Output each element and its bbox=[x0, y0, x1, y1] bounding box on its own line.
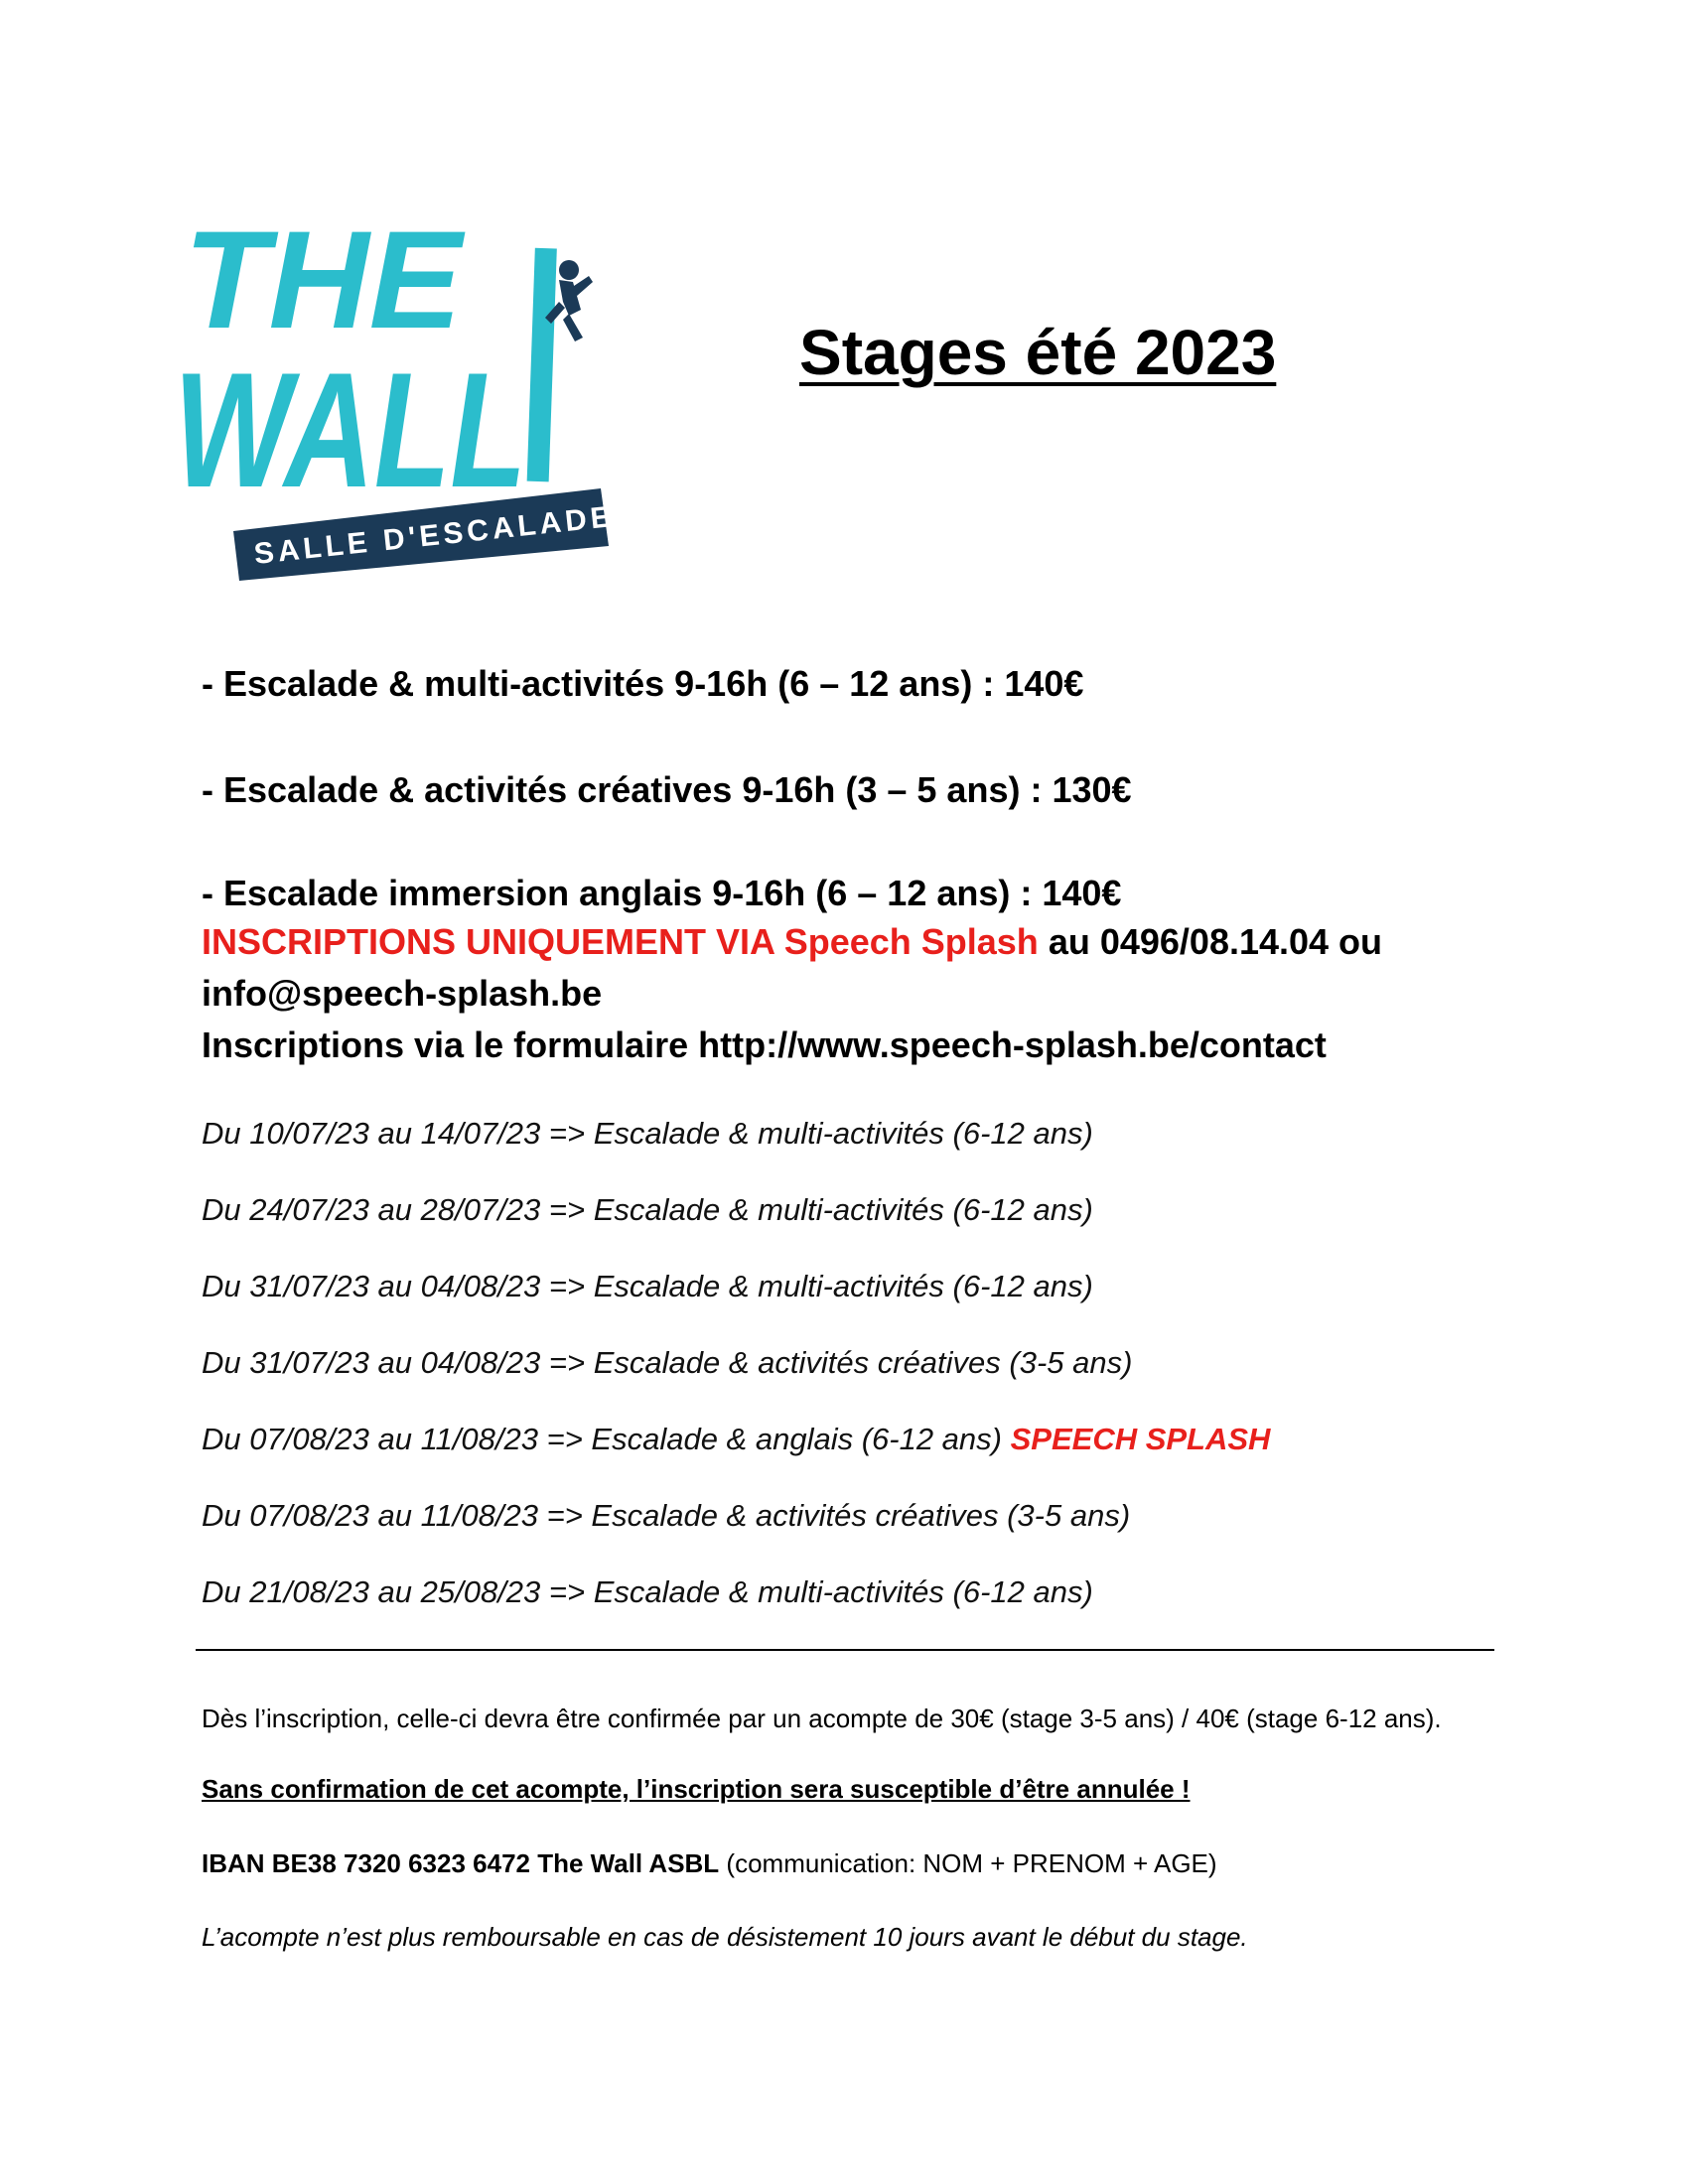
logo-banner-text: SALLE D'ESCALADE bbox=[252, 500, 617, 571]
session-text: Du 21/08/23 au 25/08/23 => Escalade & multi-activités (6-12 ans) bbox=[202, 1574, 1093, 1609]
registration-highlight: INSCRIPTIONS UNIQUEMENT VIA Speech Splash bbox=[202, 921, 1039, 962]
deposit-note: Dès l’inscription, celle-ci devra être confirmée par un acompte de 30€ (stage 3-5 ans) / 40€ (stage 6-12 ans). bbox=[202, 1704, 1442, 1733]
session-item bbox=[202, 1422, 1270, 1457]
session-tag-speech-splash: SPEECH SPLASH bbox=[1010, 1422, 1271, 1456]
registration-line bbox=[202, 921, 1382, 963]
refund-note: L’acompte n’est plus remboursable en cas de désistement 10 jours avant le début du stage. bbox=[202, 1922, 1248, 1952]
divider bbox=[196, 1649, 1494, 1651]
the-wall-logo bbox=[174, 199, 621, 596]
session-text: Du 10/07/23 au 14/07/23 => Escalade & multi-activités (6-12 ans) bbox=[202, 1116, 1093, 1151]
logo-text-wall: WALL bbox=[174, 339, 526, 521]
logo-text-the: THE bbox=[184, 202, 462, 357]
session-item bbox=[202, 1116, 1093, 1152]
offer-item: - Escalade & activités créatives 9-16h (3 – 5 ans) : 130€ bbox=[202, 769, 1132, 810]
session-text: Du 31/07/23 au 04/08/23 => Escalade & multi-activités (6-12 ans) bbox=[202, 1269, 1093, 1303]
session-text: Du 31/07/23 au 04/08/23 => Escalade & activités créatives (3-5 ans) bbox=[202, 1345, 1133, 1380]
session-item bbox=[202, 1192, 1093, 1228]
cancellation-warning: Sans confirmation de cet acompte, l’inscription sera susceptible d’être annulée ! bbox=[202, 1774, 1191, 1804]
session-text: Du 07/08/23 au 11/08/23 => Escalade & activités créatives (3-5 ans) bbox=[202, 1498, 1131, 1533]
session-text: Du 24/07/23 au 28/07/23 => Escalade & multi-activités (6-12 ans) bbox=[202, 1192, 1093, 1227]
registration-form-link[interactable]: Inscriptions via le formulaire http://www.speech-splash.be/contact bbox=[202, 1024, 1327, 1065]
page-title: Stages été 2023 bbox=[799, 317, 1277, 388]
iban-communication: (communication: NOM + PRENOM + AGE) bbox=[719, 1848, 1217, 1878]
offer-item: - Escalade & multi-activités 9-16h (6 – 12 ans) : 140€ bbox=[202, 663, 1084, 704]
offer-item: - Escalade immersion anglais 9-16h (6 – 12 ans) : 140€ bbox=[202, 873, 1122, 913]
session-item bbox=[202, 1345, 1132, 1381]
session-text: Du 07/08/23 au 11/08/23 => Escalade & anglais (6-12 ans) bbox=[202, 1422, 1011, 1456]
session-item bbox=[202, 1269, 1093, 1304]
session-item bbox=[202, 1498, 1130, 1534]
registration-phone: au 0496/08.14.04 ou bbox=[1038, 921, 1383, 962]
session-item bbox=[202, 1574, 1093, 1610]
iban-line bbox=[202, 1848, 1217, 1879]
registration-email[interactable]: info@speech-splash.be bbox=[202, 973, 603, 1014]
iban-number: IBAN BE38 7320 6323 6472 The Wall ASBL bbox=[202, 1848, 720, 1878]
